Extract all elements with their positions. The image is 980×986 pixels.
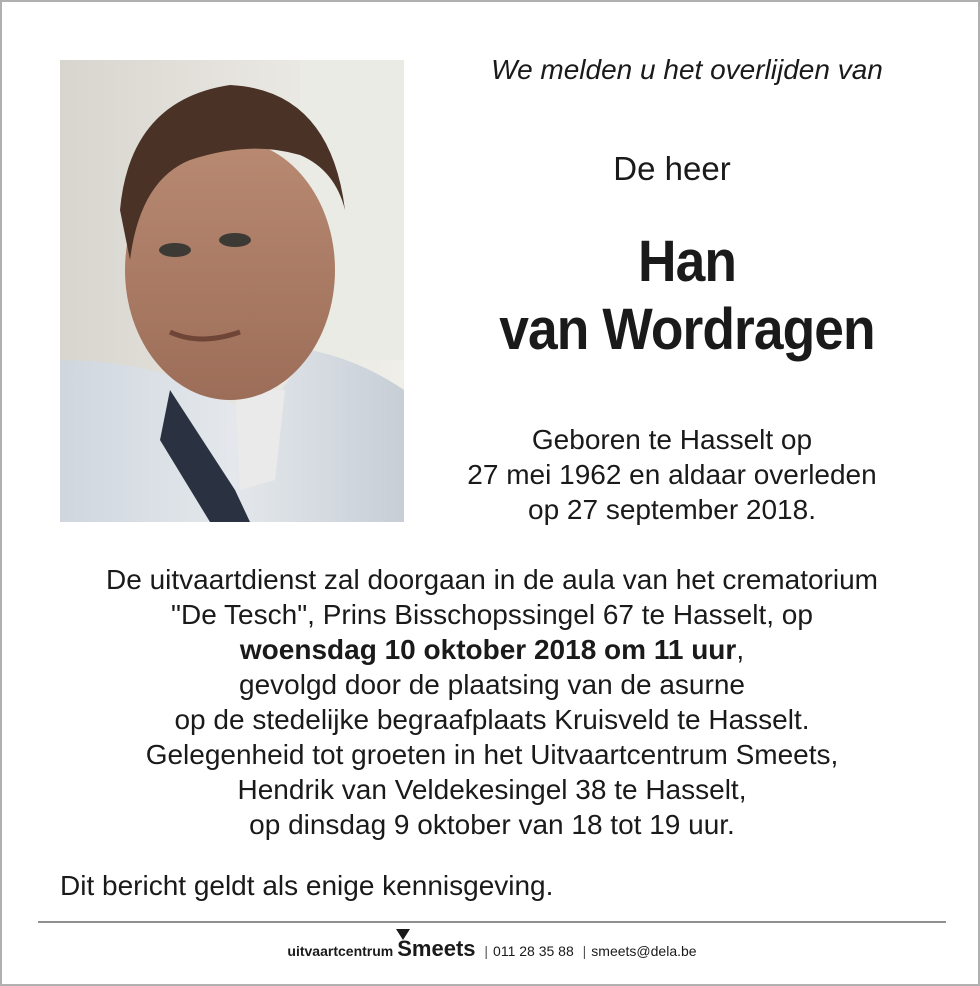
deceased-first-name: Han	[637, 229, 737, 294]
brand-name: Smeets	[397, 936, 476, 961]
service-line: De uitvaartdienst zal doorgaan in de aula van het crematorium	[106, 564, 878, 595]
footer-email: smeets@dela.be	[591, 943, 697, 959]
service-date: woensdag 10 oktober 2018 om 11 uur	[239, 634, 737, 665]
service-details	[22, 562, 962, 842]
brand-prefix: uitvaartcentrum	[287, 943, 394, 959]
deceased-last-name: van Wordragen	[499, 297, 875, 362]
service-date-line	[22, 632, 962, 667]
portrait-photo	[60, 60, 404, 522]
birth-line: op 27 september 2018.	[528, 494, 816, 525]
deceased-name	[443, 228, 931, 364]
announcement-intro: We melden u het overlijden van	[491, 54, 883, 85]
service-date-tail: ,	[736, 634, 745, 665]
service-line: Gelegenheid tot groeten in het Uitvaartcentrum Smeets,	[145, 739, 839, 770]
service-line: "De Tesch", Prins Bisschopssingel 67 te Hasselt, op	[171, 599, 813, 630]
footer-phone: 011 28 35 88	[493, 943, 574, 959]
footer-divider	[38, 921, 946, 923]
footer-separator: |	[484, 943, 489, 959]
footer	[2, 936, 980, 962]
birth-line: Geboren te Hasselt op	[531, 424, 813, 455]
service-line: op dinsdag 9 oktober van 18 tot 19 uur.	[249, 809, 735, 840]
birth-death-details	[422, 422, 922, 527]
closing-note: Dit bericht geldt als enige kennisgeving.	[60, 870, 554, 901]
salutation: De heer	[613, 150, 731, 187]
service-line: gevolgd door de plaatsing van de asurne	[239, 669, 745, 700]
portrait-image	[60, 60, 404, 522]
birth-line: 27 mei 1962 en aldaar overleden	[467, 459, 877, 490]
footer-separator: |	[582, 943, 587, 959]
service-line: op de stedelijke begraafplaats Kruisveld te Hasselt.	[174, 704, 810, 735]
service-line: Hendrik van Veldekesingel 38 te Hasselt,	[237, 774, 747, 805]
